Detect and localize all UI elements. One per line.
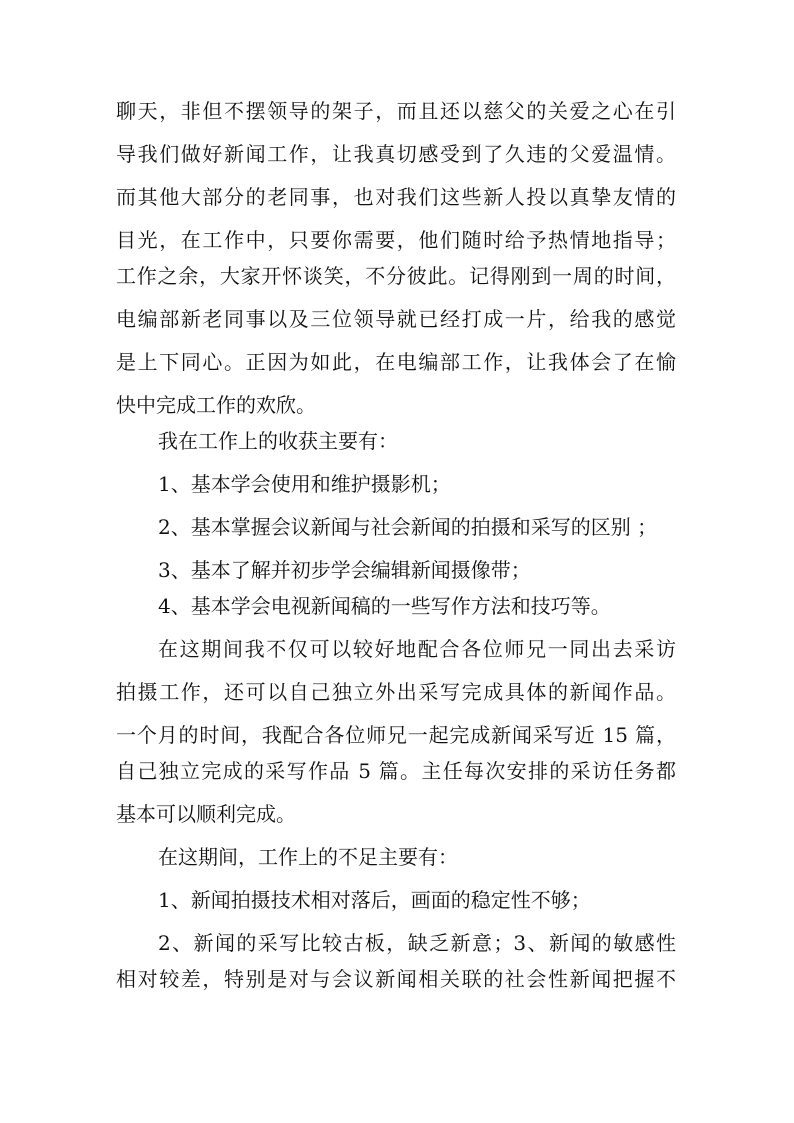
section-heading-gains: 我在工作上的收获主要有： [158, 429, 398, 453]
text-line-2: 导我们做好新闻工作，让我真切感受到了久违的父爱温情。 [116, 142, 676, 166]
list-item-gain-1: 1、基本学会使用和维护摄影机； [158, 472, 451, 496]
text-line-8: 快中完成工作的欢欣。 [116, 393, 316, 417]
list-item-shortcoming-2: 2、新闻的采写比较古板，缺乏新意；3、新闻的敏感性 [158, 931, 676, 955]
list-item-gain-3: 3、基本了解并初步学会编辑新闻摄像带； [158, 558, 531, 582]
text-line-4: 目光，在工作中，只要你需要，他们随时给予热情地指导； [116, 228, 676, 252]
list-item-shortcoming-1: 1、新闻拍摄技术相对落后，画面的稳定性不够； [158, 888, 591, 912]
list-item-gain-2: 2、基本掌握会议新闻与社会新闻的拍摄和采写的区别 ； [158, 515, 658, 539]
text-line-16: 一个月的时间，我配合各位师兄一起完成新闻采写近 15 篇， [116, 723, 676, 747]
text-line-18: 基本可以顺利完成。 [116, 802, 296, 826]
text-line-6: 电编部新老同事以及三位领导就已经打成一片，给我的感觉 [116, 307, 676, 331]
text-line-7: 是上下同心。正因为如此，在电编部工作，让我体会了在愉 [116, 350, 676, 374]
text-line-5: 工作之余，大家开怀谈笑，不分彼此。记得刚到一周的时间， [116, 264, 676, 288]
text-line-22: 相对较差，特别是对与会议新闻相关联的社会性新闻把握不 [116, 967, 676, 991]
text-line-3: 而其他大部分的老同事，也对我们这些新人投以真挚友情的 [116, 185, 676, 209]
list-item-gain-4: 4、基本学会电视新闻稿的一些写作方法和技巧等。 [158, 594, 611, 618]
text-line-17: 自己独立完成的采写作品 5 篇。主任每次安排的采访任务都 [116, 759, 676, 783]
section-heading-shortcomings: 在这期间，工作上的不足主要有： [158, 845, 458, 869]
text-line-14: 在这期间我不仅可以较好地配合各位师兄一同出去采访 [158, 637, 676, 661]
text-line-15: 拍摄工作，还可以自己独立外出采写完成具体的新闻作品。 [116, 680, 676, 704]
text-line-1: 聊天，非但不摆领导的架子，而且还以慈父的关爱之心在引 [116, 99, 676, 123]
